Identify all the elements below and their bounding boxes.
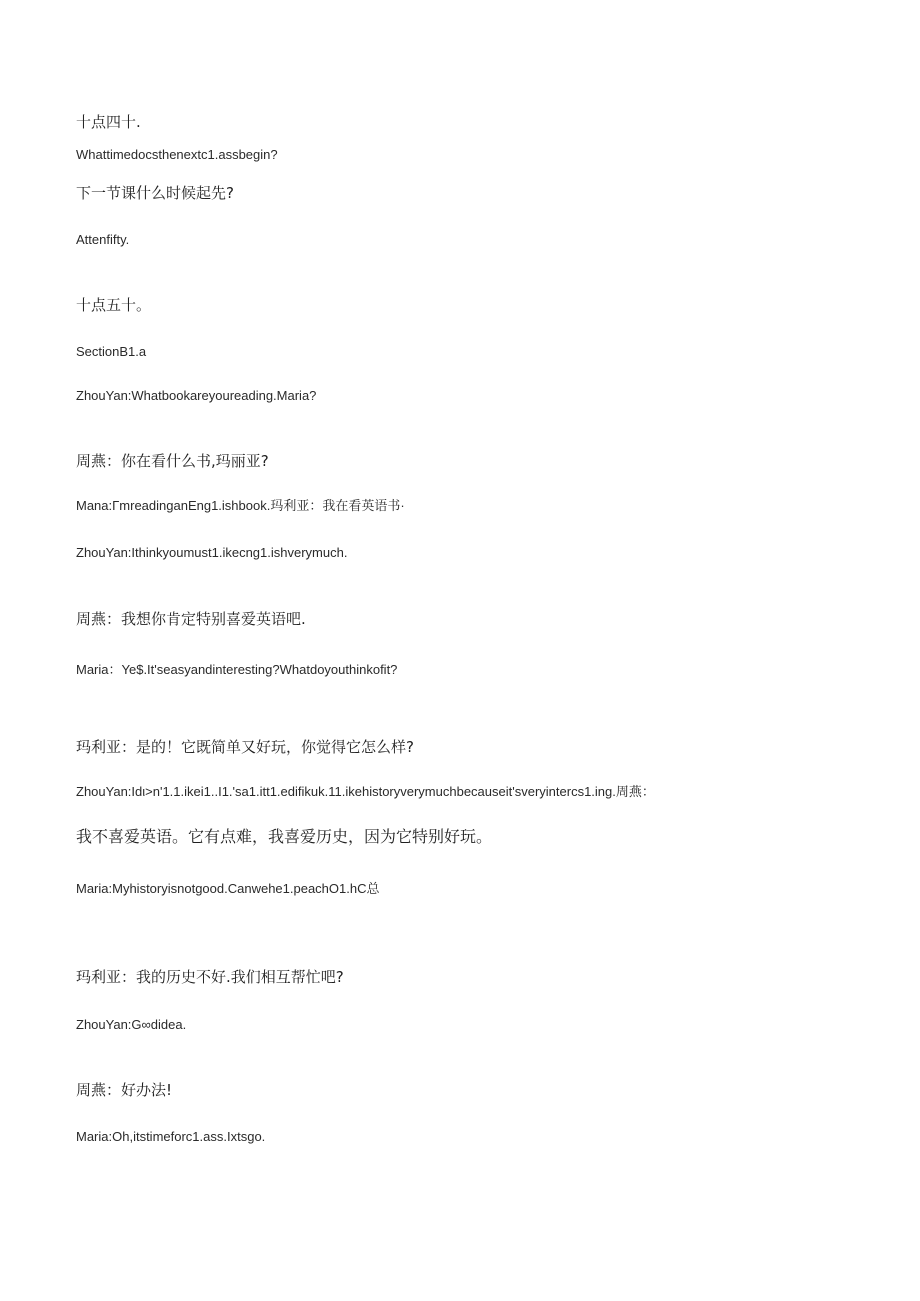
dialogue-line-zhouyan-zh: 周燕：我想你肯定特别喜爱英语吧. [76,610,306,628]
section-heading: SectionB1.a [76,344,147,359]
text-line-at-ten-fifty-en: Attenfifty. [76,232,130,247]
dialogue-line-maria-en: Maria:Myhistoryisnotgood.Canwehe1.peachO1.hC总 [76,881,380,896]
text-line-next-class-question-en: Whattimedocsthenextc1.assbegin? [76,147,278,162]
dialogue-line-zhouyan-en: ZhouYan:Whatbookareyoureading.Maria? [76,388,317,403]
dialogue-line-zhouyan-mixed: ZhouYan:Idι>n'1.1.ikei1..I1.'sa1.itt1.edifikuk.11.ikehistoryverymuchbecauseit'sveryintercs1.ing.周燕： [76,784,655,799]
dialogue-line-maria-zh: 玛利亚：我的历史不好.我们相互帮忙吧? [76,968,344,986]
text-line-time-ten-forty-zh: 十点四十. [76,113,141,131]
text-line-next-class-question-zh: 下一节课什么时候起先? [76,184,234,202]
text-line-ten-fifty-zh: 十点五十。 [76,296,152,314]
dialogue-line-zhouyan-zh: 周燕：你在看什么书,玛丽亚? [76,452,269,470]
dialogue-line-maria-zh: 玛利亚：是的！它既简单又好玩，你觉得它怎么样? [76,738,414,756]
dialogue-line-maria-en: Maria：Ye$.It'seasyandinteresting?Whatdoyouthinkofit? [76,662,398,677]
dialogue-line-maria-mixed: Mana:Γmreadinga​nEng1.ishbook.玛利亚：我在看英语书· [76,498,405,513]
dialogue-line-zhouyan-en: ZhouYan:G∞didea. [76,1017,187,1032]
dialogue-line-zhouyan-en: ZhouYan:Ithinkyoumust1.ikecng1.ishverymuch. [76,545,348,560]
dialogue-line-maria-en: Maria:Oh,itstimeforc1.ass.Ixtsgo. [76,1129,266,1144]
dialogue-line-zhouyan-zh: 周燕：好办法! [76,1081,173,1099]
dialogue-line-zhouyan-zh: 我不喜爱英语。它有点难，我喜爱历史，因为它特别好玩。 [76,827,493,846]
